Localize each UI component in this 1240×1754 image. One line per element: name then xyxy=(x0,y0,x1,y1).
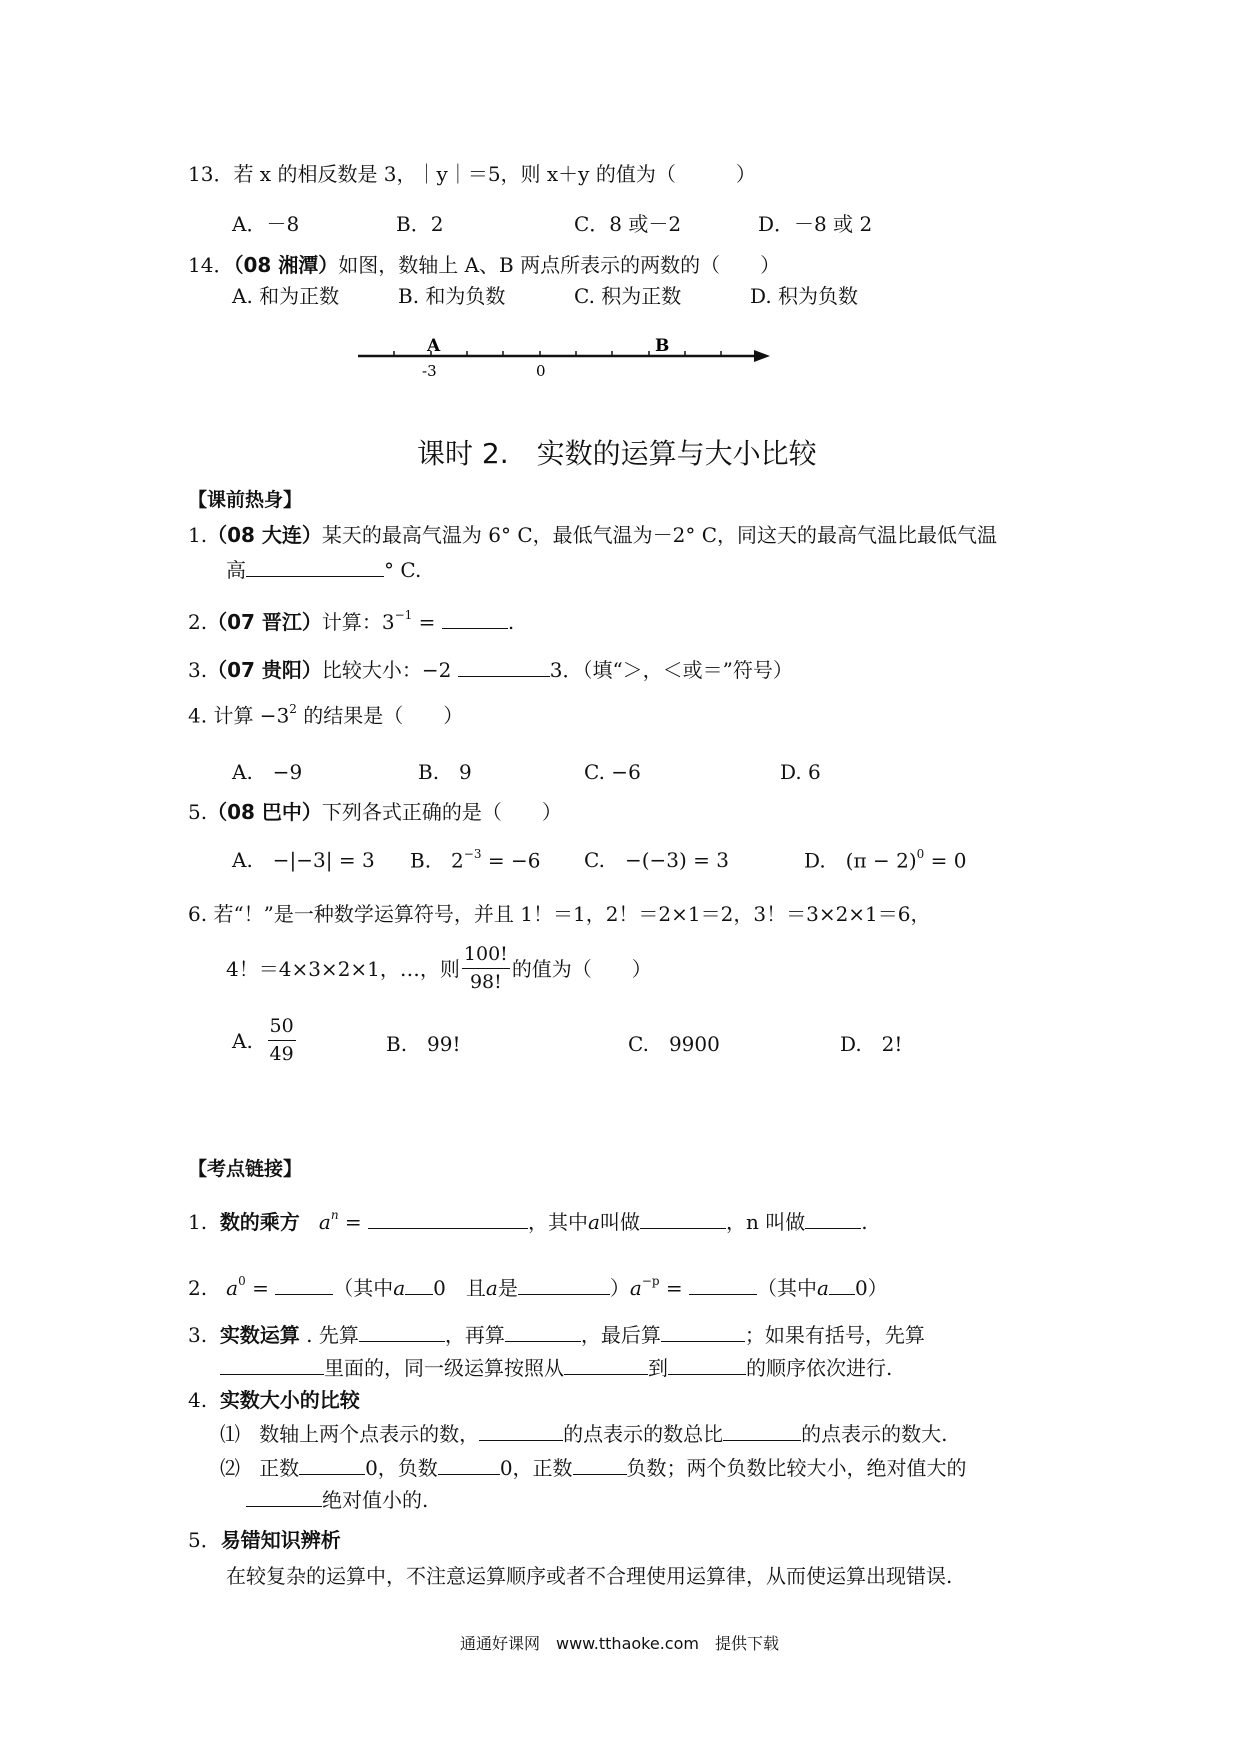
number-line-figure xyxy=(350,330,780,380)
warmup-q1: 1.（08 大连）某天的最高气温为 6° C，最低气温为－2° C，同这天的最高气温比最低气温 xyxy=(188,523,998,547)
q13-stem: 13．若 x 的相反数是 3，｜y｜＝5，则 x＋y 的值为（ ） xyxy=(188,162,756,186)
warmup-q6-option-c: C. 9900 xyxy=(628,1032,720,1056)
point-a-label: A xyxy=(427,336,441,356)
answer-blank[interactable] xyxy=(689,1276,757,1295)
warmup-q4-option-b: B. 9 xyxy=(418,760,472,784)
answer-blank[interactable] xyxy=(668,1356,746,1375)
q14-option-d: D. 积为负数 xyxy=(750,284,859,308)
points-p3-cont: 里面的，同一级运算按照从 到 的顺序依次进行. xyxy=(220,1356,892,1378)
points-p1: 1. 数的乘方 $a^n$ = ，其中a叫做 ，n 叫做 . xyxy=(188,1208,868,1234)
point-b-label: B xyxy=(655,336,670,356)
answer-blank[interactable] xyxy=(661,1323,745,1342)
fraction: $\frac{100!}{98!}$ xyxy=(463,943,508,993)
answer-blank[interactable] xyxy=(246,558,384,577)
warmup-q6-option-d: D. 2! xyxy=(840,1032,903,1056)
warmup-q6-option-a: A. $\frac{50}{49}$ xyxy=(232,1015,294,1065)
q14-stem xyxy=(188,255,780,275)
q14-option-a: A. 和为正数 xyxy=(232,284,340,308)
answer-blank[interactable] xyxy=(275,1276,333,1295)
warmup-q4-option-a: A. −9 xyxy=(232,760,303,784)
q14-text: 如图，数轴上 A、B 两点所表示的两数的（ ） xyxy=(338,253,781,277)
q13-option-d: D．－8 或 2 xyxy=(758,212,873,236)
page-footer: 通通好课网 www.tthaoke.com 提供下载 xyxy=(460,1634,779,1653)
answer-blank[interactable] xyxy=(518,1276,610,1295)
tick-label-neg3: -3 xyxy=(422,362,437,380)
warmup-heading: 【课前热身】 xyxy=(188,489,303,511)
section-title: 课时 2. 实数的运算与大小比较 xyxy=(417,437,817,470)
fraction: $\frac{50}{49}$ xyxy=(269,1015,294,1065)
q14-option-c: C. 积为正数 xyxy=(574,284,682,308)
q13-option-b: B．2 xyxy=(396,212,444,236)
answer-blank[interactable] xyxy=(723,1422,801,1441)
answer-blank[interactable] xyxy=(640,1210,726,1229)
points-p4-s2: ⑵ 正数 0，负数 0，正数 负数；两个负数比较大小，绝对值大的 xyxy=(220,1456,967,1480)
answer-blank[interactable] xyxy=(359,1323,445,1342)
warmup-q4-option-d: D. 6 xyxy=(780,760,821,784)
warmup-q6-option-b: B. 99! xyxy=(386,1032,461,1056)
points-p3: 3. 实数运算 . 先算 ，再算 ，最后算 ；如果有括号，先算 xyxy=(188,1323,925,1347)
answer-blank[interactable] xyxy=(438,1456,500,1475)
q14-option-b: B. 和为负数 xyxy=(398,284,506,308)
answer-blank[interactable] xyxy=(479,1422,563,1441)
points-heading: 【考点链接】 xyxy=(188,1158,303,1180)
answer-blank[interactable] xyxy=(246,1488,322,1507)
answer-blank[interactable] xyxy=(442,610,508,629)
points-p5-text: 在较复杂的运算中，不注意运算顺序或者不合理使用运算律，从而使运算出现错误. xyxy=(226,1564,953,1588)
warmup-q2: 2.（07 晋江）计算：$3^{-1}$ = . xyxy=(188,608,515,634)
number-line-arrow xyxy=(754,350,770,362)
q13-option-c: C．8 或－2 xyxy=(574,212,682,236)
answer-blank[interactable] xyxy=(368,1210,528,1229)
warmup-q5-option-b: B. $2^{-3} = -6$ xyxy=(410,847,541,873)
points-p5: 5．易错知识辨析 xyxy=(188,1528,341,1552)
warmup-q6: 6. 若“！”是一种数学运算符号，并且 1！＝1，2！＝2×1＝2，3！＝3×2×1＝6， xyxy=(188,902,931,926)
warmup-q4: 4. 计算 $-3^2$ 的结果是（ ） xyxy=(188,702,464,728)
warmup-q1-cont: 高 ° C. xyxy=(226,558,422,582)
warmup-q5: 5.（08 巴中）下列各式正确的是（ ） xyxy=(188,800,562,824)
warmup-q6-cont: 4！＝4×3×2×1，…，则 $\frac{100!}{98!}$ 的值为（ ） xyxy=(226,943,652,993)
q14-number: 14． xyxy=(188,253,234,277)
answer-blank[interactable] xyxy=(405,1276,433,1295)
answer-blank[interactable] xyxy=(805,1210,861,1229)
answer-blank[interactable] xyxy=(829,1276,855,1295)
warmup-q3: 3.（07 贵阳）比较大小：−2 3．（填“＞，＜或＝”符号） xyxy=(188,658,793,682)
answer-blank[interactable] xyxy=(458,658,550,677)
answer-blank[interactable] xyxy=(505,1323,581,1342)
answer-blank[interactable] xyxy=(220,1356,324,1375)
points-p2: 2. $a^0$ = （其中a 0 且a是 ）$a^{-p}$ = （其中a 0） xyxy=(188,1274,888,1300)
warmup-q5-option-a: A. −|−3| = 3 xyxy=(232,848,375,872)
q13-option-a: A．－8 xyxy=(232,212,300,236)
warmup-q5-option-d: D. $(\pi - 2)^0 = 0$ xyxy=(804,847,967,873)
points-p4-s2-cont: 绝对值小的. xyxy=(246,1488,428,1510)
warmup-q5-option-c: C. −(−3) = 3 xyxy=(584,848,729,872)
warmup-q4-option-c: C. −6 xyxy=(584,760,641,784)
answer-blank[interactable] xyxy=(564,1356,648,1375)
points-p4-s1: ⑴ 数轴上两个点表示的数， 的点表示的数总比 的点表示的数大. xyxy=(220,1422,948,1446)
q14-source: （08 湘潭） xyxy=(233,253,339,277)
answer-blank[interactable] xyxy=(573,1456,627,1475)
answer-blank[interactable] xyxy=(299,1456,365,1475)
points-p4: 4. 实数大小的比较 xyxy=(188,1388,360,1412)
tick-label-0: 0 xyxy=(536,362,546,380)
